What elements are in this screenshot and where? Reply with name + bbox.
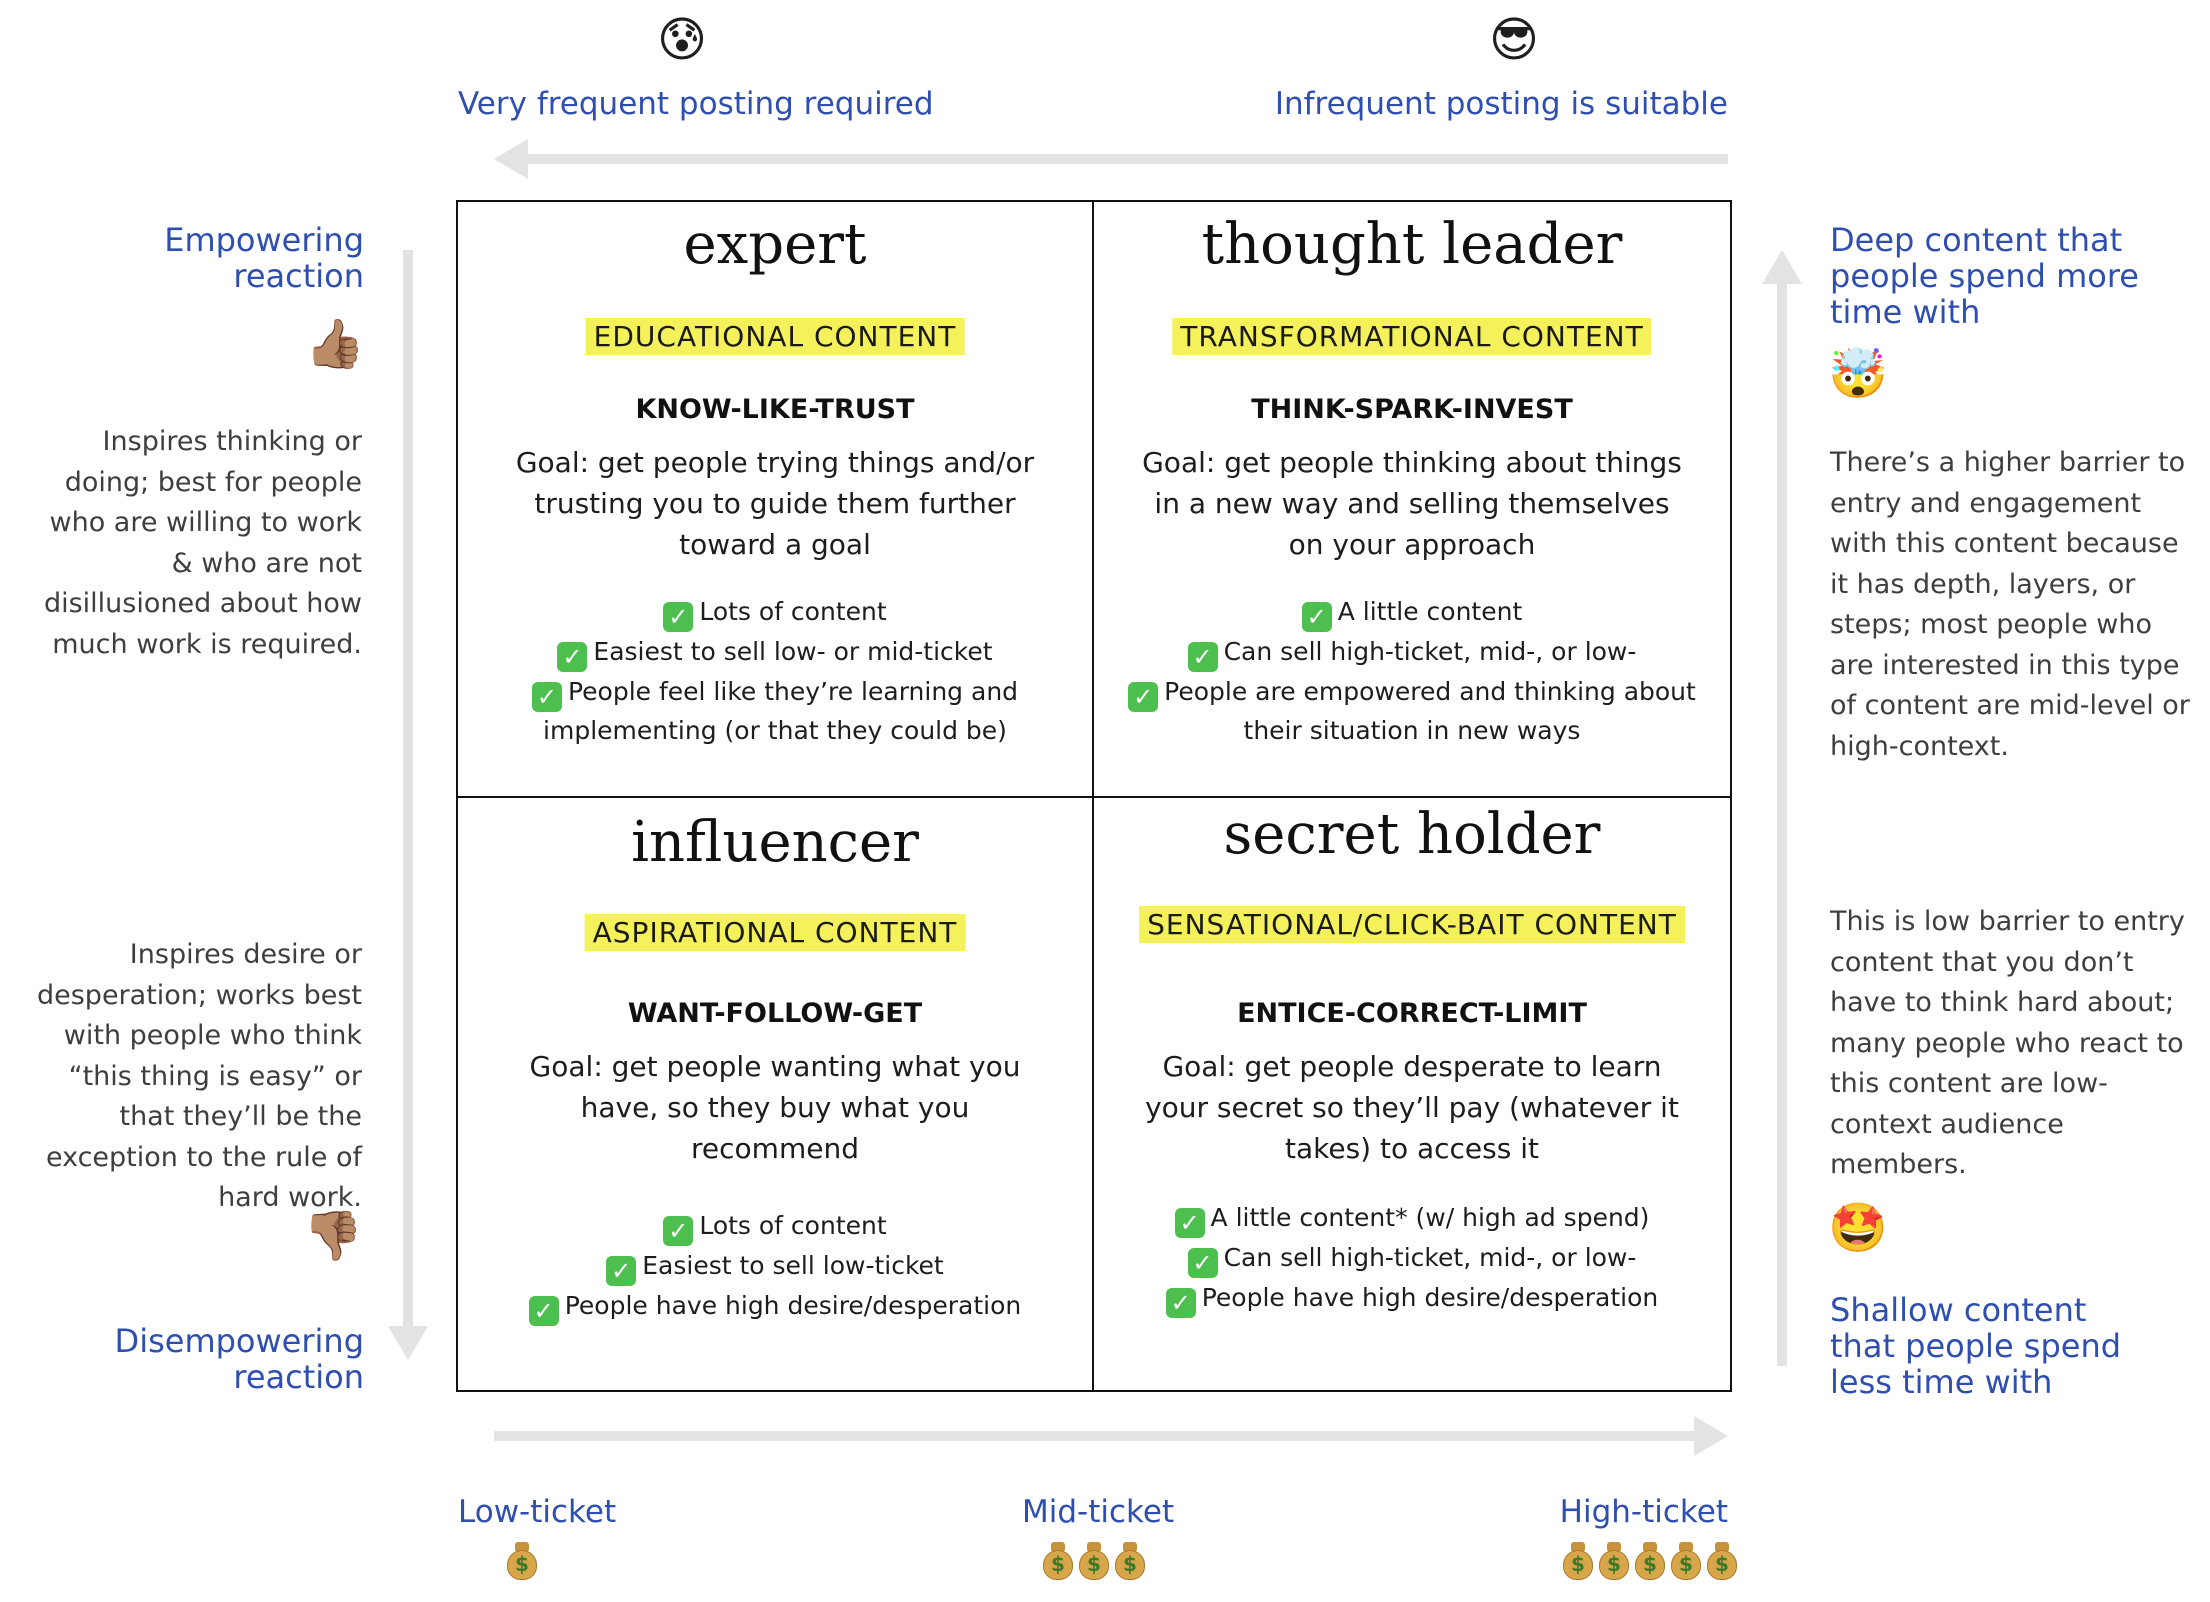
empowering-description: Inspires thinking or doing; best for people who are willing to work & who are not disillusioned about how much work is required. <box>43 426 362 660</box>
high-ticket-label: High-ticket <box>1559 1494 1728 1530</box>
bullet-item <box>1094 1238 1730 1278</box>
check-icon: ✓ <box>663 602 693 632</box>
bullet-text: People have high desire/desperation <box>564 1291 1022 1320</box>
bullet-item <box>1094 672 1730 712</box>
money-bag-icon: $ <box>1077 1540 1111 1580</box>
empowering-heading: Empowering reaction <box>164 221 364 295</box>
check-icon: ✓ <box>529 1296 559 1326</box>
deep-content-heading: Deep content that people spend more time with <box>1830 221 2139 331</box>
quadrant-influencer <box>458 798 1094 1390</box>
top-arrow-shaft <box>528 154 1728 164</box>
check-icon: ✓ <box>1128 682 1158 712</box>
check-icon: ✓ <box>1175 1208 1205 1238</box>
quadrant-title: influencer <box>631 810 919 875</box>
bullet-text: Can sell high-ticket, mid-, or low- <box>1223 637 1637 666</box>
content-type-tag: SENSATIONAL/CLICK-BAIT CONTENT <box>1139 906 1685 943</box>
quadrant-title: secret holder <box>1223 802 1601 867</box>
thumbs-up-icon: 👍🏽 <box>305 316 365 372</box>
bullet-text: Easiest to sell low- or mid-ticket <box>593 637 993 666</box>
money-bag-icon: $ <box>1041 1540 1075 1580</box>
deep-content-description: There’s a higher barrier to entry and engagement with this content because it has depth, layers, or steps; most people who are interested in this type of content are mid-level or high-context. <box>1830 447 2190 762</box>
bullet-continuation: their situation in new ways <box>1243 716 1581 745</box>
bullet-item <box>458 1206 1092 1246</box>
money-bag-icon: $ <box>1561 1540 1595 1580</box>
money-bags-high <box>1560 1540 1740 1584</box>
bullet-item <box>458 632 1092 672</box>
check-icon: ✓ <box>1188 1248 1218 1278</box>
money-bag-icon: $ <box>1597 1540 1631 1580</box>
bullet-item <box>1094 632 1730 672</box>
mind-blown-icon: 🤯 <box>1828 346 1888 402</box>
money-bag-icon: $ <box>505 1540 539 1580</box>
bullet-text: People are empowered and thinking about <box>1164 677 1696 706</box>
disempowering-heading: Disempowering reaction <box>114 1322 364 1396</box>
bullet-text: Can sell high-ticket, mid-, or low- <box>1223 1243 1637 1272</box>
quadrant-goal: Goal: get people thinking about things in a new way and selling themselves on your approach <box>1142 446 1682 561</box>
right-arrow-shaft <box>1777 284 1787 1366</box>
bullet-item <box>1094 1198 1730 1238</box>
quadrant-goal: Goal: get people wanting what you have, so they buy what you recommend <box>529 1050 1021 1165</box>
check-icon: ✓ <box>532 682 562 712</box>
bullet-item <box>458 1246 1092 1286</box>
money-bags-low <box>504 1540 540 1584</box>
quadrant-expert <box>458 202 1094 798</box>
check-icon: ✓ <box>1188 642 1218 672</box>
top-arrow-head <box>494 139 528 179</box>
quadrant-title: thought leader <box>1201 212 1623 277</box>
check-icon: ✓ <box>557 642 587 672</box>
quadrant-bullets <box>1094 592 1730 750</box>
quadrant-bullets <box>1094 1198 1730 1318</box>
bullet-text: People feel like they’re learning and <box>567 677 1019 706</box>
bullet-text: People have high desire/desperation <box>1201 1283 1659 1312</box>
quadrant-bullets <box>458 592 1092 750</box>
right-arrow-head <box>1762 250 1802 284</box>
sunglasses-face-icon: 😎 <box>1488 12 1540 68</box>
star-struck-icon: 🤩 <box>1828 1200 1888 1256</box>
infrequent-posting-label: Infrequent posting is suitable <box>1274 86 1728 122</box>
quadrant-title: expert <box>683 212 867 277</box>
quadrant-goal: Goal: get people trying things and/or trusting you to guide them further toward a goal <box>515 446 1035 561</box>
thumbs-down-icon: 👎🏽 <box>303 1208 363 1264</box>
content-type-tag: TRANSFORMATIONAL CONTENT <box>1172 318 1651 355</box>
bullet-item <box>458 592 1092 632</box>
disempowering-description: Inspires desire or desperation; works best with people who think “this thing is easy” or that they’ll be the exception to the rule of hard work. <box>36 939 362 1213</box>
bullet-item <box>458 672 1092 712</box>
money-bag-icon: $ <box>1113 1540 1147 1580</box>
quadrant-grid <box>456 200 1732 1392</box>
quadrant-goal: Goal: get people desperate to learn your secret so they’ll pay (whatever it takes) to access it <box>1145 1050 1679 1165</box>
quadrant-formula: ENTICE-CORRECT-LIMIT <box>1237 998 1587 1029</box>
bullet-text: A little content <box>1337 597 1523 626</box>
bullet-text: Lots of content <box>699 1211 887 1240</box>
check-icon: ✓ <box>606 1256 636 1286</box>
bullet-text: Easiest to sell low-ticket <box>642 1251 944 1280</box>
check-icon: ✓ <box>1166 1288 1196 1318</box>
check-icon: ✓ <box>1302 602 1332 632</box>
left-arrow-head <box>388 1326 428 1360</box>
bottom-arrow-head <box>1694 1416 1728 1456</box>
quadrant-formula: THINK-SPARK-INVEST <box>1251 394 1573 425</box>
mid-ticket-label: Mid-ticket <box>1022 1494 1175 1530</box>
quadrant-thought-leader <box>1094 202 1730 798</box>
bottom-arrow-shaft <box>494 1431 1694 1441</box>
shallow-content-heading: Shallow content that people spend less time with <box>1830 1291 2122 1401</box>
quadrant-formula: KNOW-LIKE-TRUST <box>635 394 915 425</box>
quadrant-bullets <box>458 1206 1092 1326</box>
anxious-face-icon: 😰 <box>656 12 708 68</box>
money-bag-icon: $ <box>1669 1540 1703 1580</box>
low-ticket-label: Low-ticket <box>458 1494 617 1530</box>
frequent-posting-label: Very frequent posting required <box>458 86 934 122</box>
bullet-text: Lots of content <box>699 597 887 626</box>
bullet-item <box>1094 592 1730 632</box>
bullet-item <box>1094 1278 1730 1318</box>
content-type-tag: EDUCATIONAL CONTENT <box>586 318 965 355</box>
money-bag-icon: $ <box>1705 1540 1739 1580</box>
bullet-text: A little content* (w/ high ad spend) <box>1210 1203 1650 1232</box>
left-arrow-shaft <box>403 250 413 1326</box>
quadrant-formula: WANT-FOLLOW-GET <box>627 998 923 1029</box>
bullet-item <box>458 1286 1092 1326</box>
quadrant-secret-holder <box>1094 798 1730 1390</box>
content-type-tag: ASPIRATIONAL CONTENT <box>585 914 966 951</box>
money-bags-mid <box>1040 1540 1148 1584</box>
money-bag-icon: $ <box>1633 1540 1667 1580</box>
check-icon: ✓ <box>663 1216 693 1246</box>
bullet-continuation: implementing (or that they could be) <box>543 716 1007 745</box>
shallow-content-description: This is low barrier to entry content that you don’t have to think hard about; many people who react to this content are low-context audience members. <box>1830 906 2185 1180</box>
